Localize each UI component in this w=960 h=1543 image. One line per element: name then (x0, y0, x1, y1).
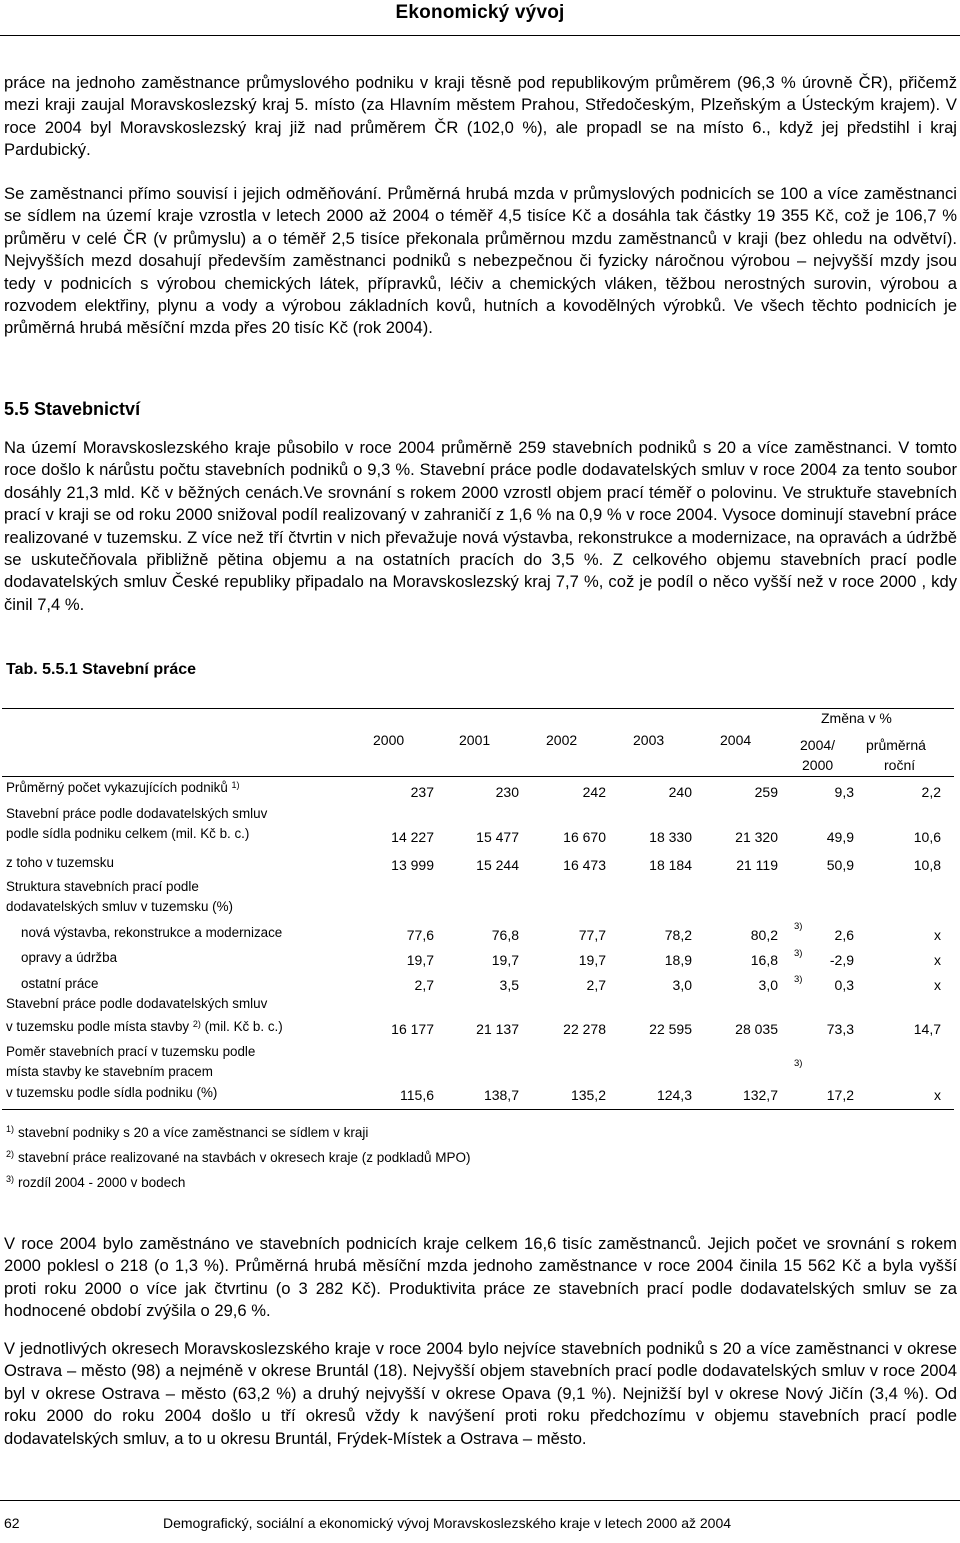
col-header-2003: 2003 (633, 732, 665, 748)
row-label-repairs: opravy a údržba (21, 950, 118, 965)
table-cell: 115,6 (400, 1087, 434, 1103)
table-cell: 16 177 (391, 1021, 434, 1037)
table-cell: 17,2 (826, 1087, 854, 1103)
row-label-new-construction: nová výstavba, rekonstrukce a modernizace (21, 925, 283, 940)
table-cell: x (934, 977, 941, 993)
col-header-2001: 2001 (459, 732, 491, 748)
table-cell: 18 184 (649, 857, 692, 873)
header-divider (0, 35, 960, 36)
table-top-rule (2, 708, 954, 709)
table-cell: 10,8 (913, 857, 941, 873)
table-cell: 28 035 (735, 1021, 778, 1037)
table-cell: 50,9 (826, 857, 854, 873)
col-header-2002: 2002 (546, 732, 578, 748)
section-title: 5.5 Stavebnictví (4, 399, 141, 419)
table-cell: 22 595 (649, 1021, 692, 1037)
table-cell: 19,7 (578, 952, 606, 968)
note-mark: 3) (794, 921, 803, 932)
row-label-structure-line1: Struktura stavebních prací podle (6, 879, 199, 894)
col-header-change-a-line1: 2004/ (800, 737, 836, 753)
footer-divider (0, 1500, 960, 1501)
row-label-works-by-site-line2: v tuzemsku podle místa stavby $^{2)}$ (mil. Kč b. c.) (6, 1019, 283, 1034)
table-cell: 21 119 (736, 857, 778, 873)
table-cell: 132,7 (742, 1087, 778, 1103)
row-label-structure-line2: dodavatelských smluv v tuzemsku (%) (6, 899, 233, 914)
paragraph-3: Na území Moravskoslezského kraje působilo v roce 2004 průměrně 259 stavebních podniků s 20 a více zaměstnanci. V tomto roce došlo k nárůstu počtu stavebních podniků o 9,3 %. Stavební práce podle dodavatelských smluv v roce 2004 za tento soubor dosáhly 21,3 mld. Kč v běžných cenách.Ve srovnání s rokem 2000 vzrostl objem prací téměř o polovinu. Ve struktuře stavebních prací v kraji se od roku 2000 snižoval podíl realizovaný v zahraničí z 1,6 % na 0,9 % v roce 2004. Vysoce dominují stavební práce realizované v tuzemsku. Z více než tří čtvrtin v nich převažuje nová výstavba, rekonstrukce a modernizace, na opravách a údržbě se uskutečňovala přibližně pětina objemu a na ostatních pracích do 3,5 %. Z celkového objemu stavebních prací podle dodavatelských smluv České republiky připadalo na Moravskoslezský kraj 7,7 %, což je podíl o něco vyšší než v roce 2000 , kdy činil 7,4 %. (4, 438, 957, 614)
row-label-enterprises: Průměrný počet vykazujících podniků $^{1)}$ (6, 780, 240, 795)
table-cell: 13 999 (391, 857, 434, 873)
table-cell: 2,2 (921, 784, 941, 800)
table-cell: 16,8 (750, 952, 778, 968)
table-cell: 16 473 (563, 857, 606, 873)
col-header-change-group: Změna v % (821, 710, 892, 726)
row-label-domestic: z toho v tuzemsku (6, 855, 114, 870)
table-cell: 259 (754, 784, 778, 800)
table-cell: 0,3 (834, 977, 854, 993)
table-cell: 19,7 (406, 952, 434, 968)
row-label-ratio-line2: místa stavby ke stavebním pracem (6, 1064, 213, 1079)
table-bottom-rule (2, 1109, 954, 1110)
table-cell: 49,9 (826, 829, 854, 845)
table-cell: 2,6 (834, 927, 854, 943)
table-cell: -2,9 (829, 952, 854, 968)
paragraph-1: práce na jednoho zaměstnance průmyslového podniku v kraji těsně pod republikovým průměrem (96,3 % úrovně ČR), přičemž mezi kraji zaujal Moravskoslezský kraj 5. místo (za Hlavním městem Prahou, Středočeským, Plzeňským a Ústeckým krajem). V roce 2004 byl Moravskoslezský kraj již nad průměrem ČR (102,0 %), ale propadl se na místo 6., když jej předstihl i kraj Pardubický. (4, 73, 957, 160)
col-header-2004: 2004 (720, 732, 752, 748)
row-label-works-by-site-line1: Stavební práce podle dodavatelských smluv (6, 996, 268, 1011)
table-cell: 73,3 (826, 1021, 854, 1037)
table-cell: 80,2 (750, 927, 778, 943)
col-header-change-a-line2: 2000 (802, 757, 834, 773)
note-mark: 3) (794, 974, 803, 985)
table-cell: 14 227 (391, 829, 434, 845)
paragraph-4: V roce 2004 bylo zaměstnáno ve stavebních podnicích kraje celkem 16,6 tisíc zaměstnanců. Jejich počet ve srovnání s rokem 2000 poklesl o 218 (o 1,3 %). Průměrná hrubá měsíční mzda jednoho zaměstnance v roce 2004 činila 15 562 Kč a byla vyšší proti roku 2000 o více jak čtvrtinu (o 3 282 Kč). Produktivita práce ze stavebních prací podle dodavatelských smluv se za hodnocené období zvýšila o 29,6 %. (4, 1234, 957, 1321)
table-cell: 22 278 (563, 1021, 606, 1037)
table-cell: 18 330 (649, 829, 692, 845)
table-header-rule (2, 776, 954, 777)
table-cell: 77,7 (578, 927, 606, 943)
table-cell: 9,3 (834, 784, 854, 800)
table-cell: x (934, 927, 941, 943)
table-cell: x (934, 1087, 941, 1103)
table-cell: 76,8 (491, 927, 519, 943)
paragraph-2: Se zaměstnanci přímo souvisí i jejich odměňování. Průměrná hrubá mzda v průmyslových podnicích se 100 a více zaměstnanci se sídlem na území kraje vzrostla v letech 2000 až 2004 o téměř 4,5 tisíce Kč a dosáhla tak částky 19 355 Kč, což je 106,7 % průměru v celé ČR (v průmyslu) a o téměř 2,5 tisíce překonala průměrnou mzdu zaměstnanců v kraji (bez ohledu na odvětví). Nejvyšších mezd dosahují především zaměstnanci podniků s nebezpečnou či fyzicky náročnou výrobou – nejvyšší mzdy jsou tedy v podnicích s výrobou chemických látek, přípravků, léčiv a chemických vláken, těžbou nerostných surovin, výrobou a rozvodem elektřiny, plynu a vody a výrobou základních kovů, hutních a kovodělných výrobků. Ve všech těchto podnicích je průměrná hrubá měsíční mzda přes 20 tisíc Kč (rok 2004). (4, 184, 957, 338)
note-mark: 3) (794, 1058, 803, 1069)
table-cell: 230 (495, 784, 519, 800)
footnote-1: $^{1)}$ stavební podniky s 20 a více zaměstnanci se sídlem v kraji (6, 1124, 369, 1140)
table-cell: 18,9 (664, 952, 692, 968)
page-number: 62 (4, 1515, 20, 1531)
table-cell: 21 320 (735, 829, 778, 845)
note-mark: 3) (794, 948, 803, 959)
table-cell: 77,6 (406, 927, 434, 943)
footnote-2: $^{2)}$ stavební práce realizované na stavbách v okresech kraje (z podkladů MPO) (6, 1149, 471, 1165)
table-cell: 242 (582, 784, 606, 800)
table-cell: 15 477 (476, 829, 519, 845)
table-cell: 78,2 (664, 927, 692, 943)
table-cell: 19,7 (491, 952, 519, 968)
table-caption: Tab. 5.5.1 Stavební práce (6, 661, 197, 678)
table-cell: 237 (410, 784, 434, 800)
table-cell: 3,0 (672, 977, 692, 993)
paragraph-5: V jednotlivých okresech Moravskoslezského kraje v roce 2004 bylo nejvíce stavebních podniků s 20 a více zaměstnanci v okrese Ostrava – město (98) a nejméně v okrese Bruntál (18). Nejvyšší objem stavebních prací podle dodavatelských smluv v roce 2004 byl v okrese Ostrava – město (63,2 %) a druhý nejvyšší v okrese Opava (9,1 %). Nejnižší byl v okrese Nový Jičín (3,4 %). Od roku 2000 do roku 2004 došlo u tří okresů vždy k navýšení proti roku předchozímu v objemu stavebních prací podle dodavatelských smluv, a to u okresu Bruntál, Frýdek-Místek a Ostrava – město. (4, 1339, 957, 1448)
table-cell: 2,7 (414, 977, 434, 993)
row-label-works-total-line2: podle sídla podniku celkem (mil. Kč b. c.) (6, 826, 250, 841)
table-cell: 10,6 (913, 829, 941, 845)
row-label-other-works: ostatní práce (21, 976, 99, 991)
table-cell: 3,5 (499, 977, 519, 993)
table-cell: 21 137 (476, 1021, 519, 1037)
table-cell: 135,2 (570, 1087, 606, 1103)
footnote-3: $^{3)}$ rozdíl 2004 - 2000 v bodech (6, 1174, 186, 1190)
row-label-works-total-line1: Stavební práce podle dodavatelských smluv (6, 806, 268, 821)
table-cell: 2,7 (586, 977, 606, 993)
table-cell: 16 670 (563, 829, 606, 845)
table-cell: 138,7 (483, 1087, 519, 1103)
table-cell: 124,3 (656, 1087, 692, 1103)
col-header-2000: 2000 (373, 732, 405, 748)
row-label-ratio-line3: v tuzemsku podle sídla podniku (%) (6, 1085, 218, 1100)
table-cell: 14,7 (913, 1021, 941, 1037)
table-cell: 3,0 (758, 977, 778, 993)
table-cell: 240 (668, 784, 692, 800)
row-label-ratio-line1: Poměr stavebních prací v tuzemsku podle (6, 1044, 256, 1059)
table-cell: 15 244 (476, 857, 519, 873)
publication-title: Demografický, sociální a ekonomický vývoj Moravskoslezského kraje v letech 2000 až 2004 (163, 1515, 732, 1531)
col-header-change-b-line1: průměrná (866, 737, 926, 753)
page-header-title: Ekonomický vývoj (395, 2, 565, 23)
table-cell: x (934, 952, 941, 968)
col-header-change-b-line2: roční (884, 757, 916, 773)
